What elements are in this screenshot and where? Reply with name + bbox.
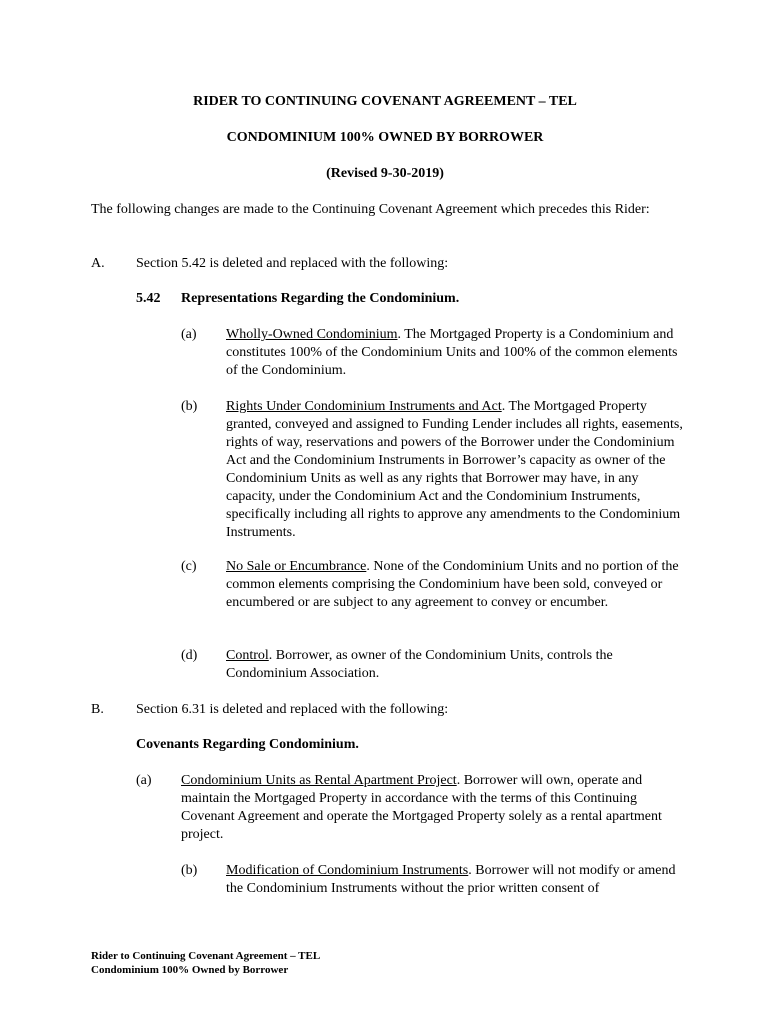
covenant-a-paragraph	[181, 772, 691, 844]
item-a-label: (a)	[181, 327, 197, 342]
footer-line-2: Condominium 100% Owned by Borrower	[91, 964, 289, 976]
covenant-b-paragraph	[226, 862, 686, 898]
footer-line-1: Rider to Continuing Covenant Agreement – TEL	[91, 950, 321, 962]
item-c-label: (c)	[181, 559, 197, 574]
item-b-paragraph	[226, 398, 686, 542]
covenant-b-heading: Modification of Condominium Instruments	[226, 863, 469, 878]
item-c-body: . None of the Condominium Units and no portion of the common elements comprising the Condominium have been sold, conveyed or encumbered or are subject to any agreement to convey or encumber.	[226, 559, 679, 610]
covenant-b-label: (b)	[181, 863, 198, 878]
item-a-heading: Wholly-Owned Condominium	[226, 327, 398, 342]
covenants-title: Covenants Regarding Condominium.	[136, 737, 359, 752]
item-d-heading: Control	[226, 648, 269, 663]
item-d-label: (d)	[181, 648, 198, 663]
section-b-label: B.	[91, 702, 104, 717]
item-b-body: . The Mortgaged Property granted, conveyed and assigned to Funding Lender includes all rights, easements, rights of way, reservations and powers of the Borrower under the Condominium Act and the Condominium Instruments in Borrower’s capacity as owner of the Condominium Units as well as any rights that Borrower may have, in any capacity, under the Condominium Act and the Condominium Instruments, specifically including all rights to approve any amendments to the Condominium Instruments.	[226, 399, 683, 540]
item-d-paragraph	[226, 647, 686, 683]
item-d-body: . Borrower, as owner of the Condominium Units, controls the Condominium Association.	[226, 648, 613, 681]
section-542-number: 5.42	[136, 291, 161, 306]
item-c-heading: No Sale or Encumbrance	[226, 559, 367, 574]
intro-paragraph: The following changes are made to the Continuing Covenant Agreement which precedes this Rider:	[91, 202, 650, 217]
condominium-title: CONDOMINIUM 100% OWNED BY BORROWER	[226, 130, 544, 145]
item-a-paragraph	[226, 326, 686, 380]
item-b-heading: Rights Under Condominium Instruments and Act	[226, 399, 502, 414]
section-b-text: Section 6.31 is deleted and replaced with the following:	[136, 702, 449, 717]
section-a-label: A.	[91, 256, 105, 271]
rider-title: RIDER TO CONTINUING COVENANT AGREEMENT – TEL	[193, 94, 577, 109]
revision-date: (Revised 9-30-2019)	[326, 166, 444, 181]
item-a-body: . The Mortgaged Property is a Condominium and constitutes 100% of the Condominium Units and 100% of the common elements of the Condominium.	[226, 327, 678, 378]
covenant-a-label: (a)	[136, 773, 152, 788]
section-542-title: Representations Regarding the Condominium.	[181, 291, 460, 306]
covenant-a-heading: Condominium Units as Rental Apartment Project	[181, 773, 457, 788]
covenant-a-body: . Borrower will own, operate and maintain the Mortgaged Property in accordance with the terms of this Continuing Covenant Agreement and operate the Mortgaged Property solely as a rental apartment project.	[181, 773, 662, 842]
item-b-label: (b)	[181, 399, 198, 414]
item-c-paragraph	[226, 558, 686, 612]
covenant-b-body: . Borrower will not modify or amend the Condominium Instruments without the prior written consent of	[226, 863, 676, 896]
section-a-text: Section 5.42 is deleted and replaced with the following:	[136, 256, 449, 271]
